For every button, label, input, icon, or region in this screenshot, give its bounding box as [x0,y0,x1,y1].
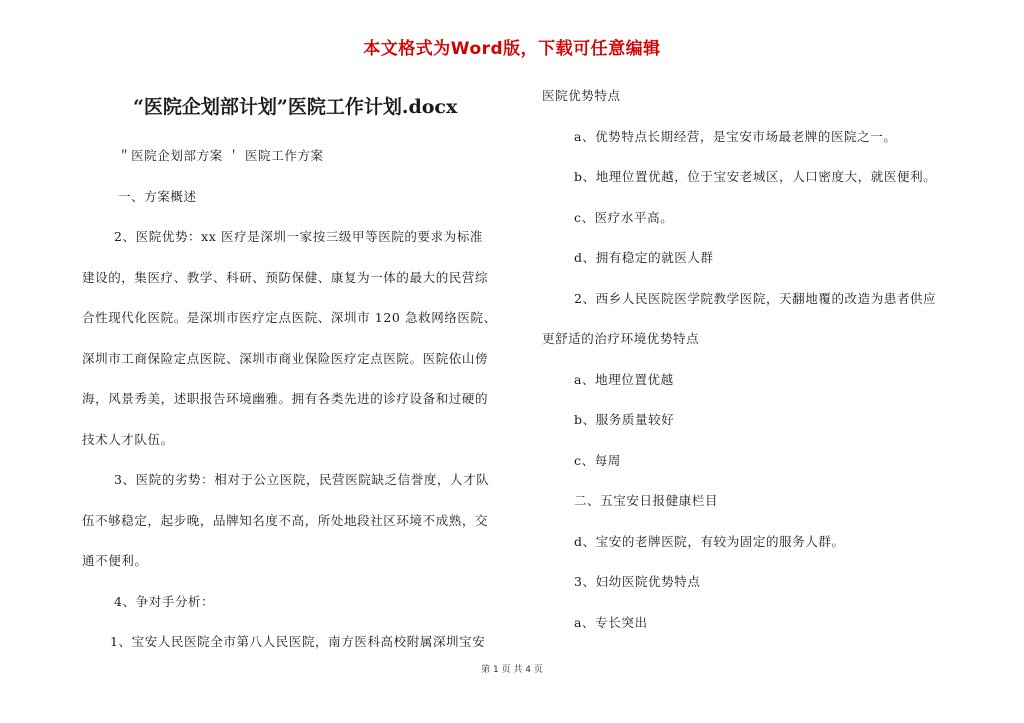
right-column [542,86,972,653]
text-line: 伍不够稳定，起步晚，品牌知名度不高，所处地段社区环境不成熟，交 [82,512,489,528]
text-line: 更舒适的治疗环境优势特点 [542,331,700,346]
text-line: 合性现代化医院。是深圳市医疗定点医院、深圳市 120 急救网络医院、 [82,310,497,325]
section-heading: 二、五宝安日报健康栏目 [574,493,719,508]
text-line: 1、宝安人民医院全市第八人民医院，南方医科高校附属深圳宝安 [110,634,486,649]
text-line: 深圳市工商保险定点医院、深圳市商业保险医疗定点医院。医院依山傍 [82,350,489,366]
list-item: c、每周 [574,452,621,468]
left-column [82,146,522,673]
list-item: a、优势特点长期经营，是宝安市场最老牌的医院之一。 [574,128,897,144]
list-item: b、地理位置优越，位于宝安老城区，人口密度大，就医便利。 [574,169,937,184]
text-line: 4、争对手分析： [114,593,215,609]
list-item: a、地理位置优越 [574,371,674,387]
list-item: a、专长突出 [574,614,648,630]
list-item: b、服务质量较好 [574,412,675,427]
text-line: 医院优势特点 [542,88,621,103]
text-line: 2、西乡人民医院医学院教学医院，天翻地覆的改造为患者供应 [574,290,937,306]
download-banner: 本文格式为Word版，下载可任意编辑 [363,39,661,59]
text-line: 3、妇幼医院优势特点 [574,574,701,589]
text-line: 海，风景秀美，述职报告环境幽雅。拥有各类先进的诊疗设备和过硬的 [82,391,489,406]
text-line: 技术人才队伍。 [82,431,174,447]
list-item: d、拥有稳定的就医人群 [574,250,714,265]
section-heading: 一、方案概述 [118,188,197,204]
text-line: 2、医院优势：xx 医疗是深圳一家按三级甲等医院的要求为标准 [114,229,484,244]
text-line: 3、医院的劣势：相对于公立医院，民营医院缺乏信誉度，人才队 [114,472,490,487]
page-number: 第 1 页 共 4 页 [481,665,543,675]
text-line: 通不便利。 [82,553,148,568]
list-item: c、医疗水平高。 [574,209,674,225]
document-title: “医院企划部计划”医院工作计划.docx [133,96,458,118]
text-line: 建设的，集医疗、教学、科研、预防保健、康复为一体的最大的民营综 [82,269,489,285]
list-item: d、宝安的老牌医院，有较为固定的服务人群。 [574,533,845,549]
text-line: ＂医院企划部方案 ＇ 医院工作方案 [118,148,324,163]
